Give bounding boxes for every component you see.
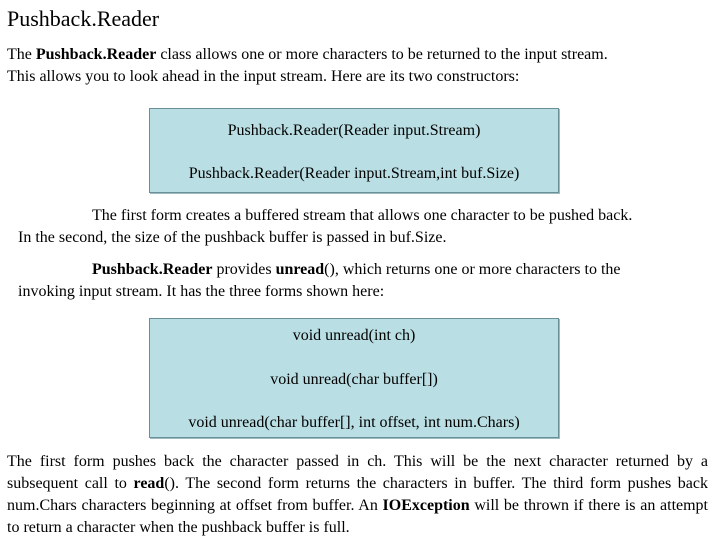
unread-form-2: void unread(char buffer[]) [270, 371, 438, 388]
paragraph-3 [18, 259, 708, 303]
constructor-2: Pushback.Reader(Reader input.Stream,int buf.Size) [188, 165, 520, 182]
paragraph-3-line-2: invoking input stream. It has the three forms shown here: [18, 283, 385, 300]
paragraph-3-line-1: Pushback.Reader provides unread(), which returns one or more characters to the [92, 261, 621, 278]
unread-forms-box [149, 318, 559, 438]
paragraph-2 [18, 205, 708, 249]
constructors-box [149, 108, 559, 193]
constructor-1: Pushback.Reader(Reader input.Stream) [227, 122, 481, 139]
unread-form-3: void unread(char buffer[], int offset, int num.Chars) [188, 414, 520, 431]
paragraph-2-line-2: In the second, the size of the pushback buffer is passed in buf.Size. [18, 229, 447, 246]
paragraph-4: The first form pushes back the character passed in ch. This will be the next character returned by a subsequent call to read(). The second form returns the characters in buffer. The third form pushes back num.Chars characters beginning at offset from buffer. An IOException will be thrown if there is an attempt to return a character when the pushback buffer is full. [7, 453, 709, 536]
class-name: Pushback.Reader [35, 46, 157, 63]
page-title: Pushback.Reader [7, 6, 160, 31]
paragraph-2-line-1: The first form creates a buffered stream that allows one character to be pushed back. [92, 207, 633, 224]
intro-paragraph [7, 44, 707, 88]
unread-form-1: void unread(int ch) [292, 327, 416, 344]
intro-line-2: This allows you to look ahead in the input stream. Here are its two constructors: [7, 68, 520, 85]
intro-line-1: The Pushback.Reader class allows one or more characters to be returned to the input stream. [7, 46, 608, 63]
